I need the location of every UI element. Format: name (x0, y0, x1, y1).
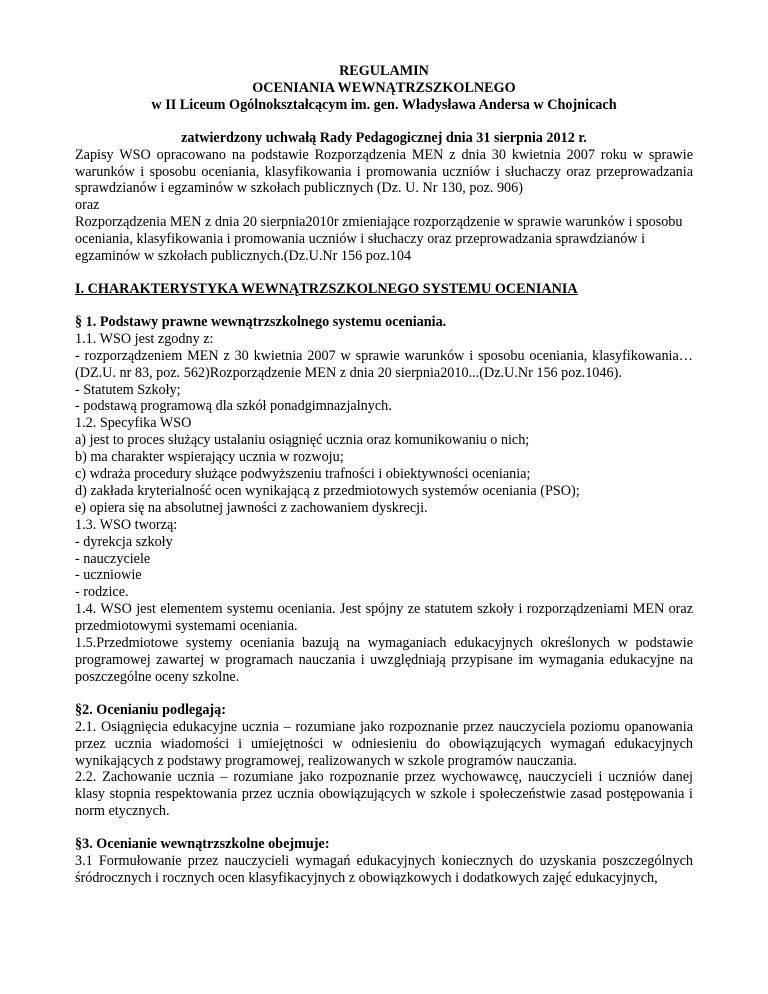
par1-line: 1.3. WSO tworzą: (75, 516, 178, 533)
par2-line: 2.2. Zachowanie ucznia – rozumiane jako rozpoznanie przez wychowawcę, nauczycieli i uczniów danej klasy stopnia respektowania przez ucznia obowiązujących w szkole i społeczeństwie zasad postępowania i norm etycznych. (75, 769, 693, 820)
par1-line: - rodzice. (75, 584, 129, 601)
par1-line: e) opiera się na absolutnej jawności z zachowaniem dyskrecji. (75, 499, 428, 516)
par1-line: 1.2. Specyfika WSO (75, 415, 192, 432)
par1-line: 1.4. WSO jest elementem systemu oceniania. Jest spójny ze statutem szkoły i rozporządzeniami MEN oraz przedmiotowymi systemami oceniania. (75, 601, 693, 635)
par1-line: 1.1. WSO jest zgodny z: (75, 330, 214, 347)
par1-line: d) zakłada kryterialność ocen wynikającą z przedmiotowych systemów oceniania (PSO); (75, 482, 580, 499)
title-line-1: REGULAMIN (339, 63, 429, 79)
par1-line: a) jest to proces służący ustalaniu osiągnięć ucznia oraz komunikowaniu o nich; (75, 432, 530, 449)
par1-line: - nauczyciele (75, 550, 151, 567)
paragraph-3-heading: §3. Ocenianie wewnątrzszkolne obejmuje: (75, 836, 330, 853)
par1-line: - Statutem Szkoły; (75, 381, 181, 398)
par2-line: 2.1. Osiągnięcia edukacyjne ucznia – rozumiane jako rozpoznanie przez nauczyciela poziomu opanowania przez ucznia wiadomości i umiejętności w odniesieniu do obowiązujących wymagań edukacyjnych wynikających z podstawy programowej, realizowanych w szkole programów nauczania. (75, 718, 693, 769)
par1-line: - podstawą programową dla szkół ponadgimnazjalnych. (75, 398, 392, 415)
document-header (75, 63, 693, 114)
par1-line: - dyrekcja szkoły (75, 533, 173, 550)
par1-line: 1.5.Przedmiotowe systemy oceniania bazują na wymaganiach edukacyjnych określonych w podstawie programowej zawartej w programach nauczania i uwzględniają przypisane im wymagania edukacyjne na poszczególne oceny szkolne. (75, 635, 693, 685)
title-line-3: w II Liceum Ogólnokształcącym im. gen. Władysława Andersa w Chojnicach (151, 96, 617, 113)
par1-line: - uczniowie (75, 567, 142, 584)
intro-paragraph-2: Rozporządzenia MEN z dnia 20 sierpnia2010r zmieniające rozporządzenie w sprawie warunków i sposobu oceniania, klasyfikowania i promowania uczniów i słuchaczy oraz przeprowadzania sprawdzianów i egzaminów w szkołach publicznych.(Dz.U.Nr 156 poz.104 (75, 214, 683, 265)
intro-oraz: oraz (75, 197, 100, 214)
par1-line: - rozporządzeniem MEN z 30 kwietnia 2007 w sprawie warunków i sposobu oceniania, klasyfikowania… (DZ.U. nr 83, poz. 562)Rozporządzenie MEN z dnia 20 sierpnia2010...(Dz.U.Nr 156 poz.1046). (75, 347, 693, 381)
approval-line: zatwierdzony uchwałą Rady Pedagogicznej dnia 31 sierpnia 2012 r. (181, 129, 587, 146)
intro-paragraph-1: Zapisy WSO opracowano na podstawie Rozporządzenia MEN z dnia 30 kwietnia 2007 roku w sprawie warunków i sposobu oceniania, klasyfikowania i promowania uczniów i słuchaczy oraz przeprowadzania sprawdzianów i egzaminów w szkołach publicznych (Dz. U. Nr 130, poz. 906) (75, 146, 693, 197)
par3-line: 3.1 Formułowanie przez nauczycieli wymagań edukacyjnych koniecznych do uzyskania poszczególnych śródrocznych i rocznych ocen klasyfikacyjnych z obowiązkowych i dodatkowych zajęć edukacyjnych, (75, 853, 693, 886)
par1-line: c) wdraża procedury służące podwyższeniu trafności i obiektywności oceniania; (75, 466, 531, 483)
section-1-heading: I. CHARAKTERYSTYKA WEWNĄTRZSZKOLNEGO SYSTEMU OCENIANIA (75, 280, 578, 297)
title-line-2: OCENIANIA WEWNĄTRZSZKOLNEGO (252, 79, 516, 96)
paragraph-2-heading: §2. Ocenianiu podlegają: (75, 701, 226, 718)
paragraph-1-heading: § 1. Podstawy prawne wewnątrzszkolnego systemu oceniania. (75, 313, 447, 330)
par1-line: b) ma charakter wspierający ucznia w rozwoju; (75, 449, 344, 466)
